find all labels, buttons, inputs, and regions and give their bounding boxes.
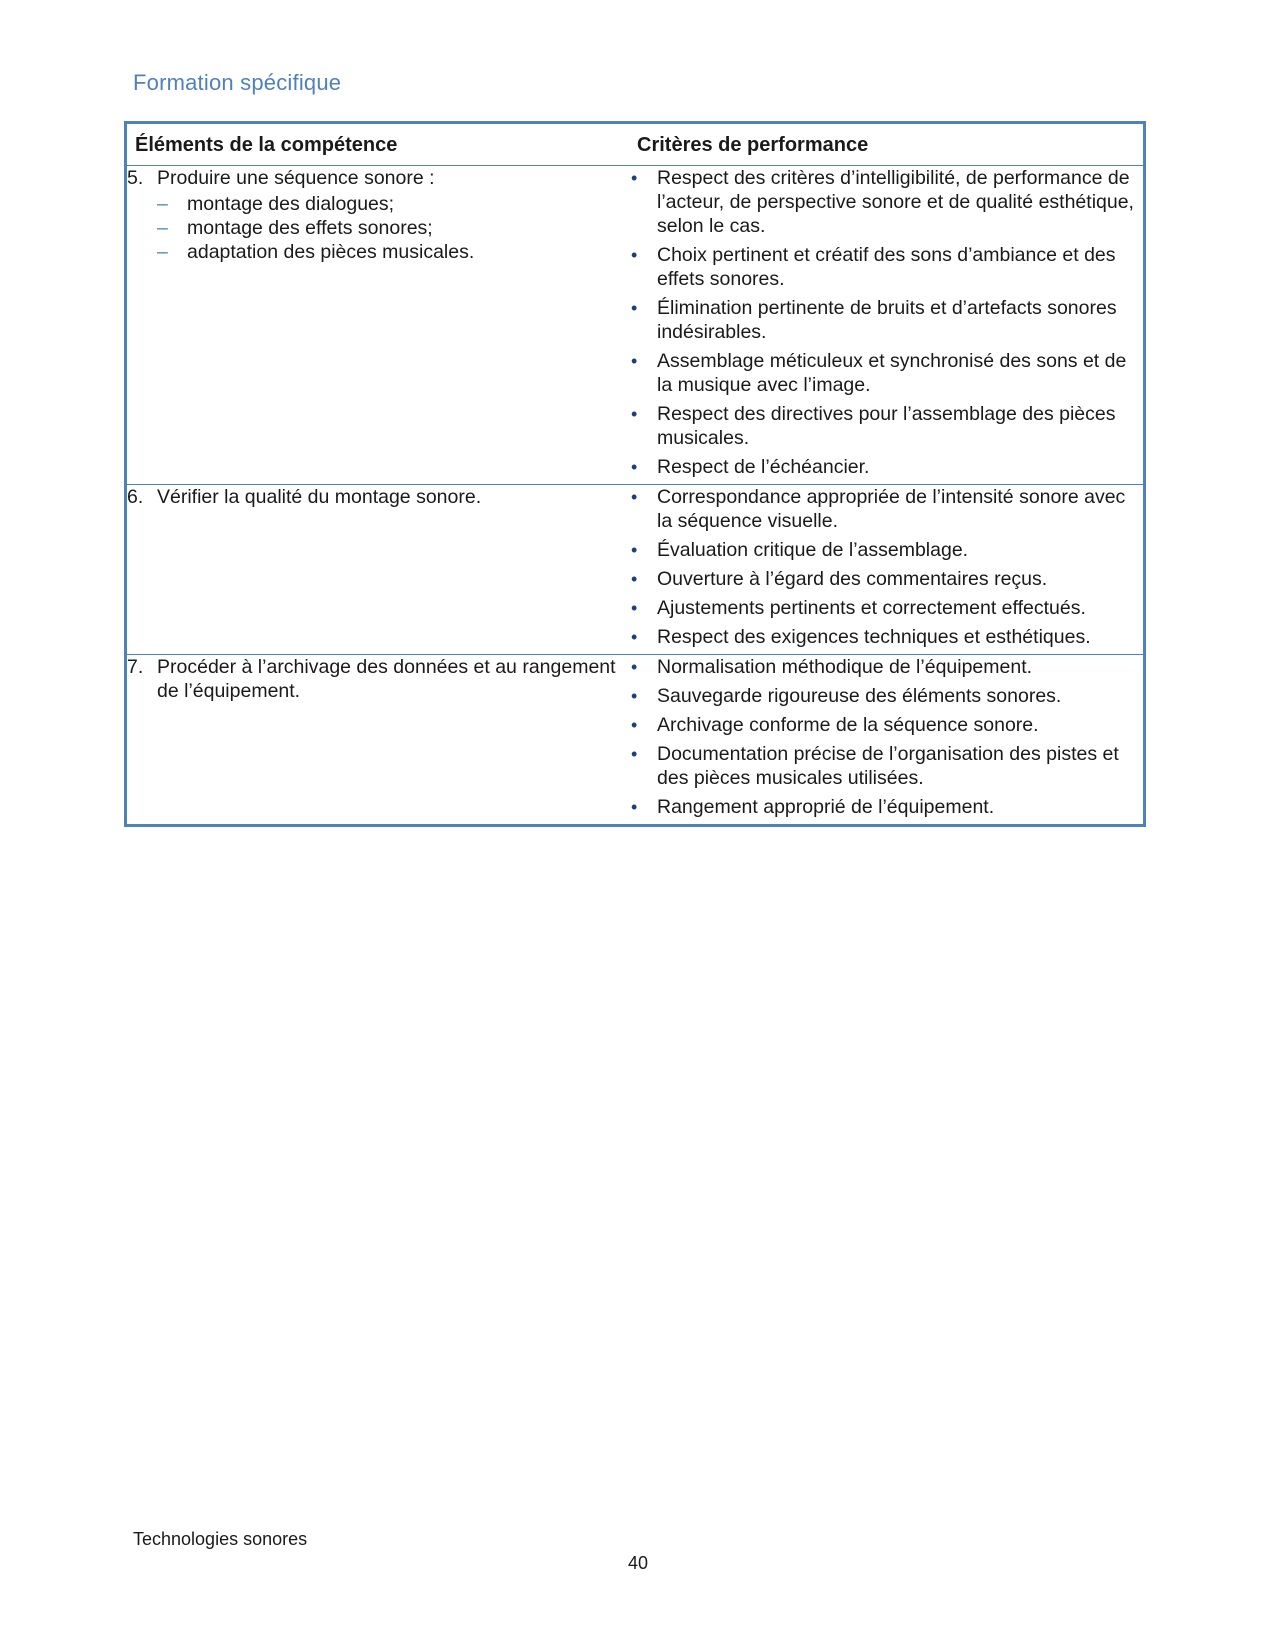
dash-icon: –	[157, 193, 168, 215]
list-item	[627, 655, 1143, 679]
criterion-text: Documentation précise de l’organisation des pistes et des pièces musicales utilisées.	[657, 743, 1119, 789]
table-row	[126, 485, 1145, 655]
header-elements: Éléments de la compétence	[126, 123, 628, 166]
element-line	[127, 166, 627, 190]
bullet-icon: •	[631, 627, 638, 647]
criteria-list	[627, 655, 1143, 819]
list-item	[627, 485, 1143, 533]
criteria-cell	[627, 655, 1145, 826]
criterion-text: Respect des directives pour l’assemblage des pièces musicales.	[657, 403, 1116, 449]
subitem-text: montage des dialogues;	[187, 193, 395, 215]
bullet-icon: •	[631, 457, 638, 477]
bullet-icon: •	[631, 797, 638, 817]
element-line	[127, 655, 627, 703]
element-text: Procéder à l’archivage des données et au rangement de l’équipement.	[157, 656, 616, 702]
bullet-icon: •	[631, 686, 638, 706]
header-criteria: Critères de performance	[627, 123, 1145, 166]
criterion-text: Rangement approprié de l’équipement.	[657, 796, 995, 818]
criterion-text: Respect de l’échéancier.	[657, 456, 870, 478]
bullet-icon: •	[631, 245, 638, 265]
criterion-text: Respect des exigences techniques et esthétiques.	[657, 626, 1091, 648]
subitem-text: adaptation des pièces musicales.	[187, 241, 475, 263]
criterion-text: Correspondance appropriée de l’intensité sonore avec la séquence visuelle.	[657, 486, 1126, 532]
list-item	[627, 713, 1143, 737]
element-cell	[126, 166, 628, 485]
list-item	[627, 296, 1143, 344]
criterion-text: Sauvegarde rigoureuse des éléments sonores.	[657, 685, 1062, 707]
list-item	[627, 538, 1143, 562]
criterion-text: Évaluation critique de l’assemblage.	[657, 539, 969, 561]
criterion-text: Élimination pertinente de bruits et d’artefacts sonores indésirables.	[657, 297, 1117, 343]
bullet-icon: •	[631, 657, 638, 677]
footer-program: Technologies sonores	[133, 1529, 308, 1549]
bullet-icon: •	[631, 404, 638, 424]
list-item	[627, 742, 1143, 790]
list-item	[157, 192, 627, 216]
table-header-row	[126, 123, 1145, 166]
table-row	[126, 166, 1145, 485]
criterion-text: Assemblage méticuleux et synchronisé des sons et de la musique avec l’image.	[657, 350, 1127, 396]
element-line	[127, 485, 627, 509]
criterion-text: Archivage conforme de la séquence sonore.	[657, 714, 1039, 736]
list-item	[157, 216, 627, 240]
list-item	[627, 625, 1143, 649]
criterion-text: Ouverture à l’égard des commentaires reçus.	[657, 568, 1048, 590]
competence-table	[124, 121, 1146, 827]
list-item	[627, 596, 1143, 620]
dash-icon: –	[157, 241, 168, 263]
list-item	[157, 240, 627, 264]
criteria-list	[627, 485, 1143, 649]
bullet-icon: •	[631, 487, 638, 507]
table-body	[126, 166, 1145, 826]
bullet-icon: •	[631, 569, 638, 589]
table-row	[126, 655, 1145, 826]
criterion-text: Ajustements pertinents et correctement effectués.	[657, 597, 1086, 619]
list-item	[627, 567, 1143, 591]
criterion-text: Choix pertinent et créatif des sons d’ambiance et des effets sonores.	[657, 244, 1116, 290]
bullet-icon: •	[631, 351, 638, 371]
element-number: 6.	[127, 486, 144, 508]
subitem-text: montage des effets sonores;	[187, 217, 433, 239]
list-item	[627, 349, 1143, 397]
list-item	[627, 795, 1143, 819]
page-number: 40	[627, 1553, 649, 1573]
criterion-text: Normalisation méthodique de l’équipement.	[657, 656, 1033, 678]
bullet-icon: •	[631, 168, 638, 188]
criteria-cell	[627, 166, 1145, 485]
criteria-list	[627, 166, 1143, 479]
bullet-icon: •	[631, 598, 638, 618]
element-text: Produire une séquence sonore :	[157, 167, 435, 189]
element-number: 7.	[127, 656, 144, 678]
dash-icon: –	[157, 217, 168, 239]
element-subitems	[157, 192, 627, 264]
element-cell	[126, 655, 628, 826]
list-item	[627, 243, 1143, 291]
criterion-text: Respect des critères d’intelligibilité, de performance de l’acteur, de perspective sonore et de qualité esthétique, selon le cas.	[657, 167, 1134, 237]
bullet-icon: •	[631, 540, 638, 560]
criteria-cell	[627, 485, 1145, 655]
element-text: Vérifier la qualité du montage sonore.	[157, 486, 482, 508]
bullet-icon: •	[631, 715, 638, 735]
section-title: Formation spécifique	[133, 70, 342, 95]
list-item	[627, 455, 1143, 479]
element-number: 5.	[127, 167, 144, 189]
list-item	[627, 684, 1143, 708]
element-cell	[126, 485, 628, 655]
list-item	[627, 166, 1143, 238]
bullet-icon: •	[631, 298, 638, 318]
bullet-icon: •	[631, 744, 638, 764]
list-item	[627, 402, 1143, 450]
